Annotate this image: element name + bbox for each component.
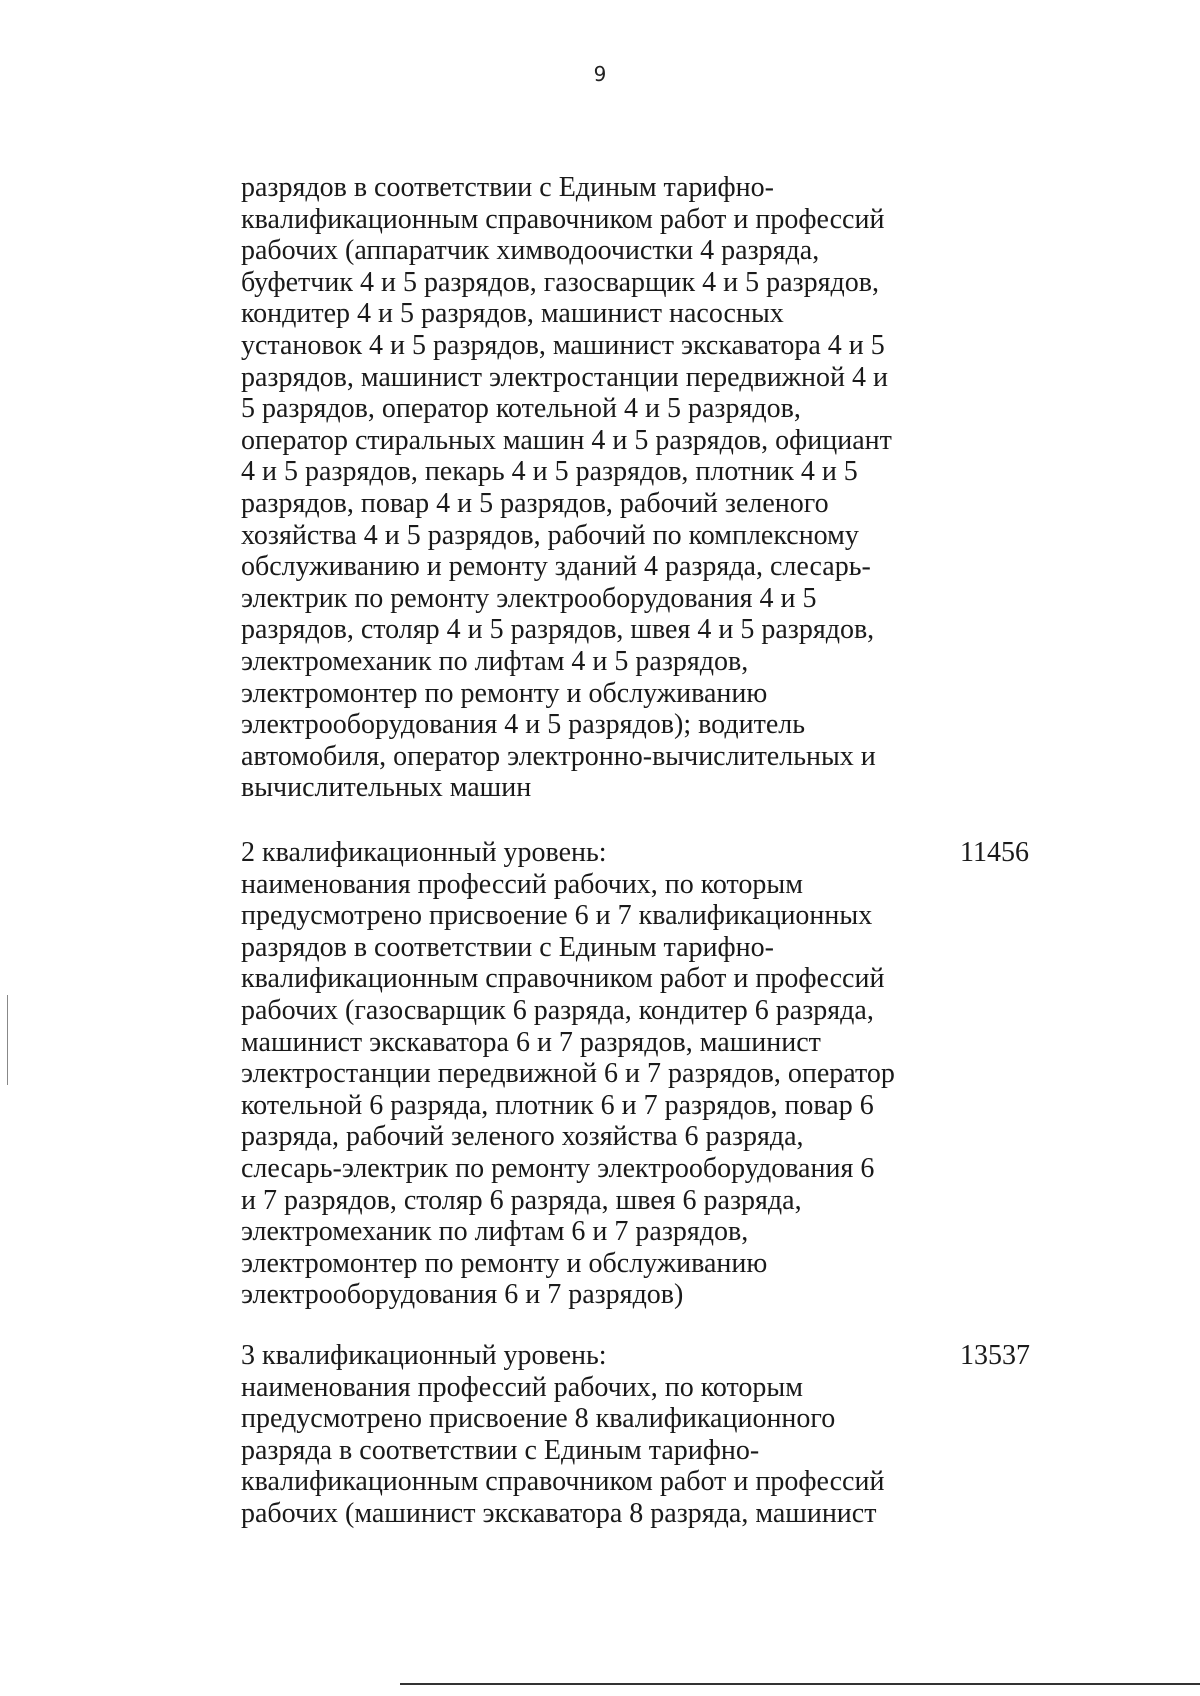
text-line: буфетчик 4 и 5 разрядов, газосварщик 4 и 5 разрядов,	[241, 266, 879, 298]
salary-level-3: 13537	[960, 1340, 1030, 1371]
text-line: и 7 разрядов, столяр 6 разряда, швея 6 разряда,	[241, 1184, 802, 1216]
text-line: электрооборудования 6 и 7 разрядов)	[241, 1279, 684, 1311]
text-line: электростанции передвижной 6 и 7 разрядов, оператор	[241, 1058, 895, 1090]
paragraph-level-1-continuation	[241, 172, 961, 804]
text-line: слесарь-электрик по ремонту электрооборудования 6	[241, 1152, 875, 1184]
scan-edge-mark	[7, 995, 8, 1085]
text-line: 4 и 5 разрядов, пекарь 4 и 5 разрядов, плотник 4 и 5	[241, 456, 858, 488]
text-line: электромеханик по лифтам 4 и 5 разрядов,	[241, 645, 749, 677]
text-line: разрядов, машинист электростанции передвижной 4 и	[241, 361, 888, 393]
level-heading: 2 квалификационный уровень:	[241, 837, 607, 868]
text-line: предусмотрено присвоение 6 и 7 квалификационных	[241, 900, 873, 932]
level-heading: 3 квалификационный уровень:	[241, 1340, 607, 1371]
text-line: квалификационным справочником работ и профессий	[241, 203, 885, 235]
text-line: разрядов в соответствии с Единым тарифно-	[241, 931, 774, 963]
text-line: разрядов в соответствии с Единым тарифно-	[241, 172, 774, 203]
text-line: разряда в соответствии с Единым тарифно-	[241, 1434, 760, 1466]
text-line: рабочих (машинист экскаватора 8 разряда, машинист	[241, 1497, 877, 1529]
text-line: разрядов, столяр 4 и 5 разрядов, швея 4 и 5 разрядов,	[241, 614, 875, 646]
text-line: 5 разрядов, оператор котельной 4 и 5 разрядов,	[241, 393, 801, 425]
page-number: 9	[593, 62, 607, 86]
text-line: машинист экскаватора 6 и 7 разрядов, машинист	[241, 1026, 821, 1058]
salary-level-2: 11456	[960, 837, 1029, 868]
text-line: предусмотрено присвоение 8 квалификационного	[241, 1403, 836, 1435]
text-line: квалификационным справочником работ и профессий	[241, 963, 885, 995]
text-line: рабочих (газосварщик 6 разряда, кондитер 6 разряда,	[241, 994, 874, 1026]
paragraph-level-2	[241, 837, 961, 1311]
text-line: автомобиля, оператор электронно-вычислительных и	[241, 740, 876, 772]
text-line: электрооборудования 4 и 5 разрядов); водитель	[241, 709, 805, 741]
text-line: электрик по ремонту электрооборудования 4 и 5	[241, 582, 817, 614]
text-line: наименования профессий рабочих, по которым	[241, 1371, 803, 1403]
text-line: квалификационным справочником работ и профессий	[241, 1466, 885, 1498]
text-line: установок 4 и 5 разрядов, машинист экскаватора 4 и 5	[241, 329, 885, 361]
scan-edge-line	[400, 1683, 1200, 1685]
text-line: кондитер 4 и 5 разрядов, машинист насосных	[241, 298, 784, 330]
text-line: разрядов, повар 4 и 5 разрядов, рабочий зеленого	[241, 487, 829, 519]
text-line: хозяйства 4 и 5 разрядов, рабочий по комплексному	[241, 519, 859, 551]
text-line: наименования профессий рабочих, по которым	[241, 868, 803, 900]
text-line: разряда, рабочий зеленого хозяйства 6 разряда,	[241, 1121, 804, 1153]
text-line: обслуживанию и ремонту зданий 4 разряда, слесарь-	[241, 551, 871, 583]
text-line: рабочих (аппаратчик химводоочистки 4 разряда,	[241, 235, 820, 267]
paragraph-level-3	[241, 1340, 961, 1530]
text-line: котельной 6 разряда, плотник 6 и 7 разрядов, повар 6	[241, 1089, 874, 1121]
text-line: электромонтер по ремонту и обслуживанию	[241, 1247, 768, 1279]
text-line: электромеханик по лифтам 6 и 7 разрядов,	[241, 1216, 749, 1248]
text-line: оператор стиральных машин 4 и 5 разрядов, официант	[241, 424, 892, 456]
text-line: электромонтер по ремонту и обслуживанию	[241, 677, 768, 709]
text-line: вычислительных машин	[241, 772, 532, 804]
